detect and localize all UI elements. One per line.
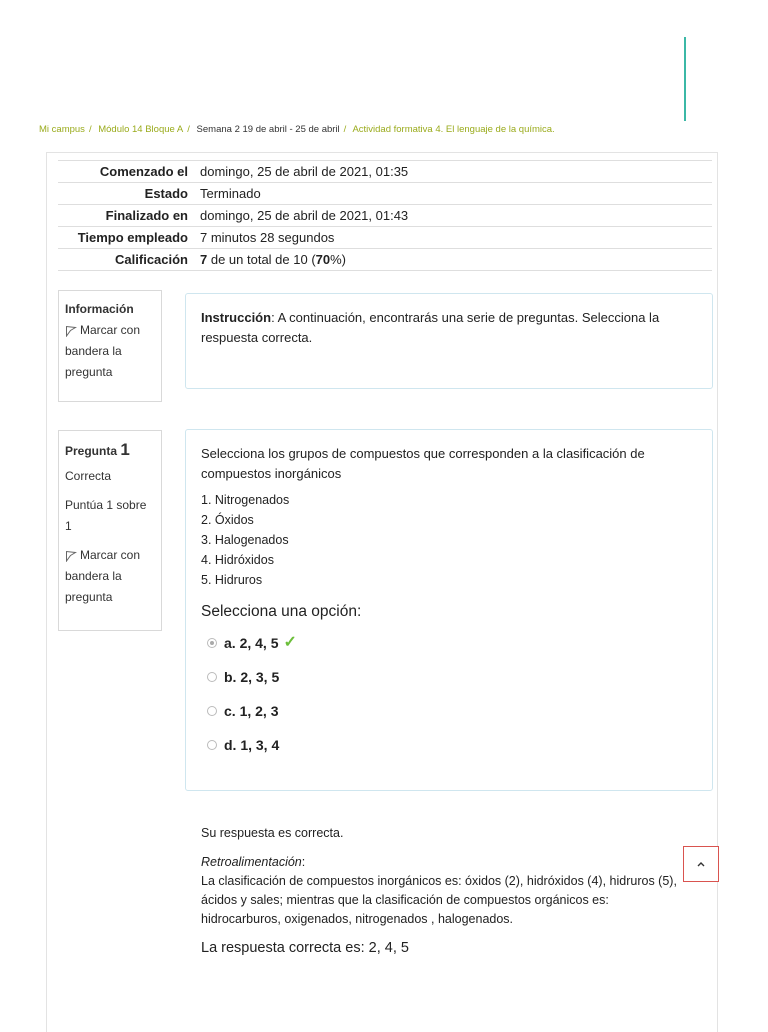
question-number-heading [65,439,155,462]
list-item: 1. Nitrogenados [201,493,290,507]
feedback-heading-suffix: : [301,855,306,869]
check-icon: ✓ [283,634,297,651]
instruction-text: : A continuación, encontrarás una serie de preguntas. Selecciona la respuesta correcta. [201,310,660,345]
flag-label: Marcar con bandera la pregunta [65,548,141,604]
chevron-up-icon [696,860,706,868]
option-label: c. 1, 2, 3 [224,703,279,719]
breadcrumb-separator: / [187,124,190,135]
breadcrumb [39,124,555,135]
summary-value: domingo, 25 de abril de 2021, 01:43 [194,205,712,227]
feedback-result: Su respuesta es correcta. [201,826,344,840]
answer-option-a[interactable] [207,630,697,656]
list-item: 5. Hidruros [201,573,263,587]
question-info-sidebar [58,430,162,631]
correct-answer: La respuesta correcta es: 2, 4, 5 [201,940,409,956]
breadcrumb-item-mi-campus[interactable]: Mi campus [39,124,85,135]
flag-question-link[interactable] [65,545,155,608]
option-label: d. 1, 3, 4 [224,737,280,753]
question-grade: Puntúa 1 sobre 1 [65,498,147,533]
option-label: a. 2, 4, 5 [224,635,279,651]
summary-row-state [58,183,712,205]
feedback-section [201,824,691,958]
flag-icon [65,550,77,562]
summary-row-time [58,227,712,249]
grade-end: %) [330,252,347,267]
breadcrumb-item-semana[interactable]: Semana 2 19 de abril - 25 de abril [196,124,340,135]
question-text: Selecciona los grupos de compuestos que corresponden a la clasificación de compuestos inorgánicos [201,446,645,481]
summary-label: Tiempo empleado [58,227,194,249]
answer-option-c[interactable] [207,698,697,724]
summary-label: Finalizado en [58,205,194,227]
feedback-heading-line [201,853,691,872]
info-content [185,293,713,389]
summary-label: Calificación [58,249,194,271]
flag-icon [65,325,77,337]
list-item: 2. Óxidos [201,513,254,527]
answer-option-b[interactable] [207,664,697,690]
summary-row-finished [58,205,712,227]
option-label: b. 2, 3, 5 [224,669,280,685]
grade-mid: de un total de 10 ( [207,252,316,267]
radio-button[interactable] [207,638,217,648]
info-title: Información [65,302,134,316]
summary-value: Terminado [194,183,712,205]
feedback-body: La clasificación de compuestos inorgánicos es: óxidos (2), hidróxidos (4), hidruros (5), ácidos y sales; mientras que la clasificación de compuestos orgánicos es: hidrocarburos, oxigenados, nitrogenados , halogenados. [201,874,677,926]
radio-button[interactable] [207,706,217,716]
breadcrumb-separator: / [88,124,92,135]
summary-row-started [58,161,712,183]
breadcrumb-item-modulo[interactable]: Módulo 14 Bloque A [98,124,184,135]
flag-question-link[interactable] [65,320,155,383]
grade-score: 7 [200,252,208,267]
question-state: Correcta [65,469,112,483]
collapse-feedback-button[interactable] [683,846,719,882]
header-accent-line [684,37,686,121]
compound-list [201,490,697,590]
info-sidebar [58,290,162,402]
question-number: 1 [120,440,130,459]
summary-row-grade [58,249,712,271]
breadcrumb-separator: / [343,124,347,135]
question-label: Pregunta [65,444,118,458]
radio-button[interactable] [207,740,217,750]
summary-label: Estado [58,183,194,205]
summary-label: Comenzado el [58,161,194,183]
summary-value: 7 minutos 28 segundos [194,227,712,249]
breadcrumb-item-actividad[interactable]: Actividad formativa 4. El lenguaje de la química. [352,124,555,135]
answer-option-d[interactable] [207,732,697,758]
summary-value [194,249,712,271]
select-option-prompt: Selecciona una opción: [201,603,362,620]
grade-percent: 70 [315,252,331,267]
summary-value: domingo, 25 de abril de 2021, 01:35 [194,161,712,183]
list-item: 3. Halogenados [201,533,289,547]
attempt-summary-table [58,160,712,271]
flag-label: Marcar con bandera la pregunta [65,323,141,379]
instruction-bold: Instrucción [201,310,272,325]
list-item: 4. Hidróxidos [201,553,274,567]
feedback-heading: Retroalimentación [201,855,302,869]
radio-button[interactable] [207,672,217,682]
question-content [185,429,713,791]
